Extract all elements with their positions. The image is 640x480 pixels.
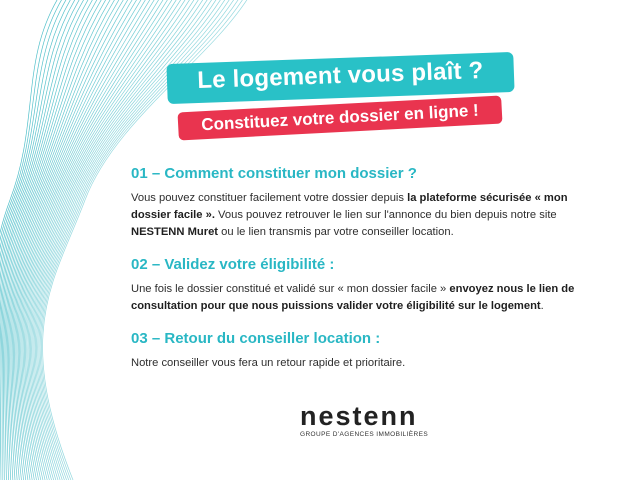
text-line bbox=[131, 355, 640, 372]
banner-title: Le logement vous plaît ? bbox=[196, 57, 484, 94]
text-line bbox=[131, 224, 640, 241]
section-3 bbox=[131, 330, 640, 372]
wave-line bbox=[2, 0, 104, 480]
section-1 bbox=[131, 165, 640, 241]
bold-text: NESTENN Muret bbox=[131, 226, 219, 238]
banner-subtitle: Constituez votre dossier en ligne ! bbox=[200, 100, 480, 135]
section-1-heading: 01 – Comment constituer mon dossier ? bbox=[131, 165, 417, 182]
bold-text: dossier facile ». bbox=[131, 209, 215, 221]
text-line bbox=[131, 298, 640, 315]
text-line bbox=[131, 190, 640, 207]
logo-tagline: GROUPE D'AGENCES IMMOBILIÈRES bbox=[300, 431, 429, 438]
text-run: Une fois le dossier constitué et validé sur « mon dossier facile » bbox=[131, 283, 450, 295]
section-2-heading: 02 – Validez votre éligibilité : bbox=[131, 256, 335, 273]
text-run: Vous pouvez constituer facilement votre dossier depuis bbox=[131, 192, 408, 204]
bold-text: la plateforme sécurisée « mon bbox=[407, 192, 568, 204]
text-line bbox=[131, 281, 640, 298]
nestenn-logo bbox=[300, 402, 440, 438]
text-run: . bbox=[540, 300, 544, 312]
section-3-heading: 03 – Retour du conseiller location : bbox=[131, 330, 381, 347]
section-2 bbox=[131, 256, 640, 315]
section-1-text bbox=[131, 190, 640, 241]
text-run: Notre conseiller vous fera un retour rapide et prioritaire. bbox=[131, 357, 406, 369]
section-2-text bbox=[131, 281, 640, 315]
logo-wordmark: nestenn bbox=[300, 401, 418, 431]
text-run: Vous pouvez retrouver le lien sur l'annonce du bien depuis notre site bbox=[214, 209, 557, 221]
section-3-text bbox=[131, 355, 640, 372]
bold-text: envoyez nous le lien de bbox=[449, 283, 575, 295]
text-run: ou le lien transmis par votre conseiller location. bbox=[218, 226, 454, 238]
text-line bbox=[131, 207, 640, 224]
bold-text: consultation pour que nous puissions valider votre éligibilité sur le logement bbox=[131, 300, 541, 312]
